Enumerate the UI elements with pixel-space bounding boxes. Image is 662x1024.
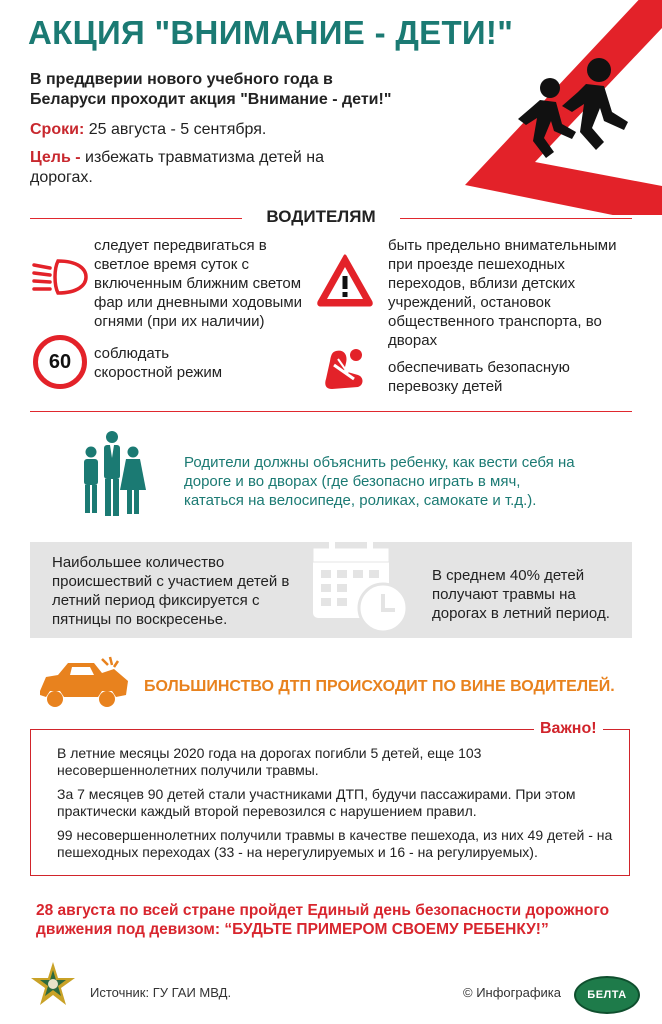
source-text: Источник: ГУ ГАИ МВД.: [90, 985, 232, 1000]
headlight-icon: [30, 255, 90, 299]
important-content: [57, 745, 617, 868]
child-seat-icon: [318, 345, 370, 395]
goal-label: Цель -: [30, 149, 81, 166]
period-value: 25 августа - 5 сентября.: [88, 121, 267, 138]
divider-bottom: [30, 411, 632, 412]
important-paragraph: За 7 месяцев 90 детей стали участниками ДТП, будучи пассажирами. При этом практически каждый второй перевозился с нарушением правил.: [57, 786, 576, 819]
parents-text: Родители должны объяснить ребенку, как вести себя на дороге и во дворах (где безопасно играть в мяч, кататься на велосипеде, роликах, самокате и т.д.).: [184, 454, 575, 509]
safety-day-note: 28 августа по всей стране пройдет Единый день безопасности дорожного движения под девизом: “БУДЬТЕ ПРИМЕРОМ СВОЕМУ РЕБЕНКУ!”: [36, 902, 610, 938]
family-icon: [76, 430, 156, 518]
belta-logo: [574, 976, 640, 1014]
drivers-item-transport: обеспечивать безопасную перевозку детей: [388, 359, 570, 395]
period-line: [30, 120, 330, 140]
fault-text: БОЛЬШИНСТВО ДТП ПРОИСХОДИТ ПО ВИНЕ ВОДИТЕЛЕЙ.: [144, 678, 615, 695]
goal-value: избежать травматизма детей на дорогах.: [30, 149, 324, 186]
drivers-heading: ВОДИТЕЛЯМ: [242, 207, 400, 227]
warning-sign-icon: [315, 252, 375, 308]
important-paragraph: В летние месяцы 2020 года на дорогах погибли 5 детей, еще 103 несовершеннолетних получили травмы.: [57, 745, 482, 778]
important-label: Важно!: [534, 720, 603, 738]
drivers-item-attention: быть предельно внимательными при проезде пешеходных переходов, вблизи детских учреждений, остановок общественного транспорта, во дворах: [388, 237, 617, 349]
crashed-car-icon: [36, 655, 132, 713]
important-paragraph: 99 несовершеннолетних получили травмы в качестве пешехода, из них 49 детей - на пешеходных переходах (33 - на нерегулируемых и 16 - на регулируемых).: [57, 827, 613, 860]
speed-limit-value: 60: [48, 350, 72, 373]
period-label: Сроки:: [30, 121, 85, 138]
drivers-item-headlights: следует передвигаться в светлое время суток с включенным ближним светом фар или дневными ходовыми огнями (при их наличии): [94, 237, 303, 330]
calendar-clock-icon: [307, 532, 415, 640]
lead-paragraph: В преддверии нового учебного года в Беларуси проходит акция "Внимание - дети!": [30, 71, 392, 108]
speed-limit-icon: [33, 335, 87, 389]
page-title: АКЦИЯ "ВНИМАНИЕ - ДЕТИ!": [28, 14, 514, 51]
gai-emblem-icon: [28, 960, 78, 1010]
drivers-item-speed: соблюдать скоростной режим: [94, 345, 223, 381]
credit-text: © Инфографика: [463, 985, 562, 1000]
belta-logo-text: БЕЛТА: [587, 989, 627, 1001]
stats-injury-text: В среднем 40% детей получают травмы на дорогах в летний период.: [432, 567, 610, 622]
stats-weekend-text: Наибольшее количество происшествий с участием детей в летний период фиксируется с пятницы по воскресенье.: [52, 554, 290, 628]
